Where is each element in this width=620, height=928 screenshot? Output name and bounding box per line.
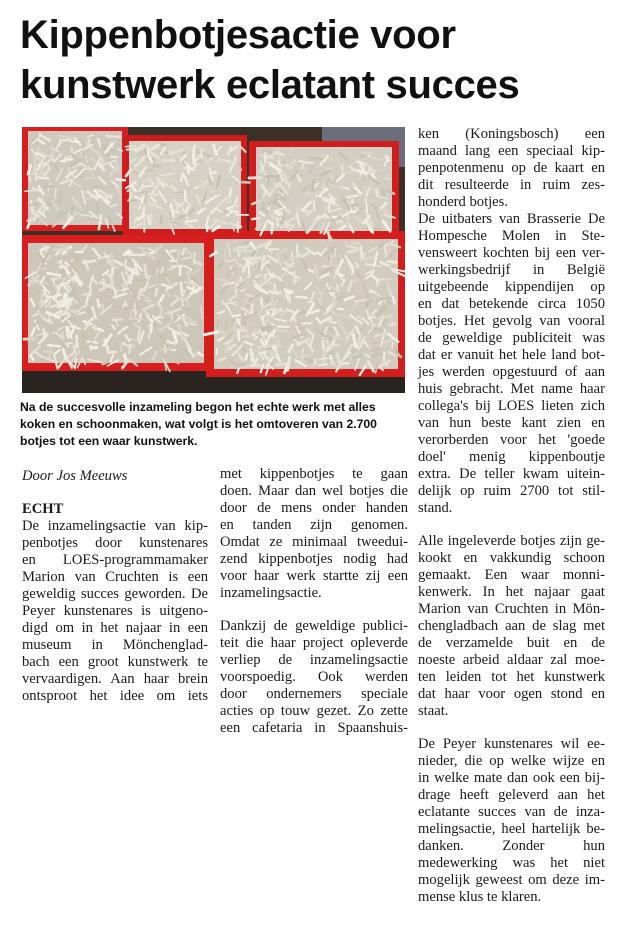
body-line: mense klus te klaren. (418, 889, 542, 905)
body-line: mogelijk geweest om deze im- (418, 872, 605, 888)
body-line: nieder, die op welke wijze en (418, 753, 605, 769)
body-line: danken. Zonder hun (418, 838, 605, 854)
article-headline (20, 10, 610, 110)
body-line: maand lang een speciaal kip- (418, 143, 605, 159)
article-column-1 (22, 468, 208, 705)
body-line: vensweert kochten bij een ver- (418, 245, 605, 261)
body-line: noeste arbeid aldaar zal moe- (418, 652, 605, 668)
body-line: werkingsbedrijf in België (418, 262, 605, 278)
body-line: de geweldige publiciteit was (418, 330, 605, 346)
body-line: voorspoedig. Ook werden (220, 669, 408, 685)
body-line: huis gebracht. Met name haar (418, 381, 605, 397)
spacer (22, 485, 208, 501)
body-line: Hompesche Molen in Ste- (418, 228, 605, 244)
body-line: Marion van Cruchten in Mön- (418, 601, 605, 617)
body-line: voor haar werk startte zij een (220, 568, 408, 584)
body-line: penpotenmenu op de kaart en (418, 160, 605, 176)
body-line: geweldig succes geworden. De (22, 586, 208, 602)
body-line: kenwerk. In het najaar gaat (418, 584, 605, 600)
body-line: chengladbach aan de slag met (418, 618, 605, 634)
body-line: ten leiden tot het kunstwerk (418, 669, 605, 685)
body-line: ken (Koningsbosch) een (418, 126, 605, 142)
body-line: inzamelingsactie. (220, 585, 322, 601)
body-line: delijk op ruim 2700 tot stil- (418, 483, 605, 499)
body-line: medewerking was het niet (418, 855, 605, 871)
body-line: van hun beste kant zien en (418, 415, 605, 431)
body-line: en dat betekende circa 1050 (418, 296, 605, 312)
body-line: honderd botjes. (418, 194, 508, 210)
body-line: Marion van Cruchten is een (22, 569, 208, 585)
body-line: dat er vanuit het hele land bot- (418, 347, 605, 363)
body-line: doel' menig kippenboutje (418, 449, 605, 465)
body-line: museum in Mönchenglad- (22, 637, 208, 653)
article-column-3 (418, 126, 605, 906)
headline-line: kunstwerk eclatant succes (20, 63, 520, 107)
body-line: penbotjes door kunstenares (22, 535, 208, 551)
spacer (418, 517, 605, 533)
body-line: dit resulteerde in ruim zes- (418, 177, 605, 193)
body-line: de verzamelde buit en de (418, 635, 605, 651)
body-line: verliep de inzamelingsactie (220, 652, 408, 668)
body-line: ontsproot het idee om iets (22, 688, 208, 704)
caption-line: botjes tot een waar kunstwerk. (20, 434, 198, 448)
photo-caption (20, 399, 412, 450)
headline-line: Kippenbotjesactie voor (20, 13, 456, 57)
body-line: jes werden opgestuurd of aan (418, 364, 605, 380)
body-line: uitgebeende kippendijen op (418, 279, 605, 295)
body-line: zend kippenbotjes nodig had (220, 551, 408, 567)
article-column-2 (220, 466, 408, 737)
body-line: met kippenbotjes te gaan (220, 466, 408, 482)
byline: Door Jos Meeuws (22, 468, 128, 484)
body-line: doen. Maar dan wel botjes die (220, 483, 408, 499)
spacer (220, 602, 408, 618)
body-line: collega's bij LOES lieten zich (418, 398, 605, 414)
body-line: acties op touw gezet. Zo zette (220, 703, 408, 719)
article-photo (22, 127, 405, 393)
body-line: stand. (418, 500, 453, 516)
caption-line: koken en schoonmaken, wat volgt is het omtoveren van 2.700 (20, 417, 377, 431)
body-line: en tanden zijn genomen. (220, 517, 408, 533)
body-line: Peyer kunstenares is uitgeno- (22, 603, 208, 619)
body-line: De uitbaters van Brasserie De (418, 211, 605, 227)
body-line: teit die haar project opleverde (220, 635, 408, 651)
body-line: door de mens onder handen (220, 500, 408, 516)
body-line: Omdat ze minimaal tweedui- (220, 534, 408, 550)
body-line: Dankzij de geweldige publici- (220, 618, 408, 634)
caption-line: Na de succesvolle inzameling begon het echte werk met alles (20, 400, 376, 414)
body-line: in welke mate dan ook een bij- (418, 770, 605, 786)
body-line: drage heeft geleverd aan het (418, 787, 605, 803)
subheading: ECHT (22, 501, 64, 517)
body-line: bach een groot kunstwerk te (22, 654, 208, 670)
body-line: gemaakt. Een waar monni- (418, 567, 605, 583)
body-line: kookt en vakkundig schoon (418, 550, 605, 566)
body-line: en LOES-programmamaker (22, 552, 208, 568)
body-line: botjes. Het gevolg van vooral (418, 313, 605, 329)
body-line: melingsactie, heel hartelijk be- (418, 821, 605, 837)
body-line: verorberden voor het 'goede (418, 432, 605, 448)
body-line: staat. (418, 703, 449, 719)
body-line: De inzamelingsactie van kip- (22, 518, 208, 534)
body-line: digd om in het najaar in een (22, 620, 208, 636)
chicken-bones-trays-image (22, 127, 405, 393)
spacer (418, 720, 605, 736)
body-line: een cafetaria in Spaanshuis- (220, 720, 408, 736)
body-line: De Peyer kunstenares wil ee- (418, 736, 605, 752)
body-line: extra. De teller kwam uitein- (418, 466, 605, 482)
body-line: vervaardigen. Aan haar brein (22, 671, 208, 687)
body-line: dat haar voor ogen stond en (418, 686, 605, 702)
body-line: door ondernemers speciale (220, 686, 408, 702)
body-line: eclatante succes van de inza- (418, 804, 605, 820)
body-line: Alle ingeleverde botjes zijn ge- (418, 533, 605, 549)
